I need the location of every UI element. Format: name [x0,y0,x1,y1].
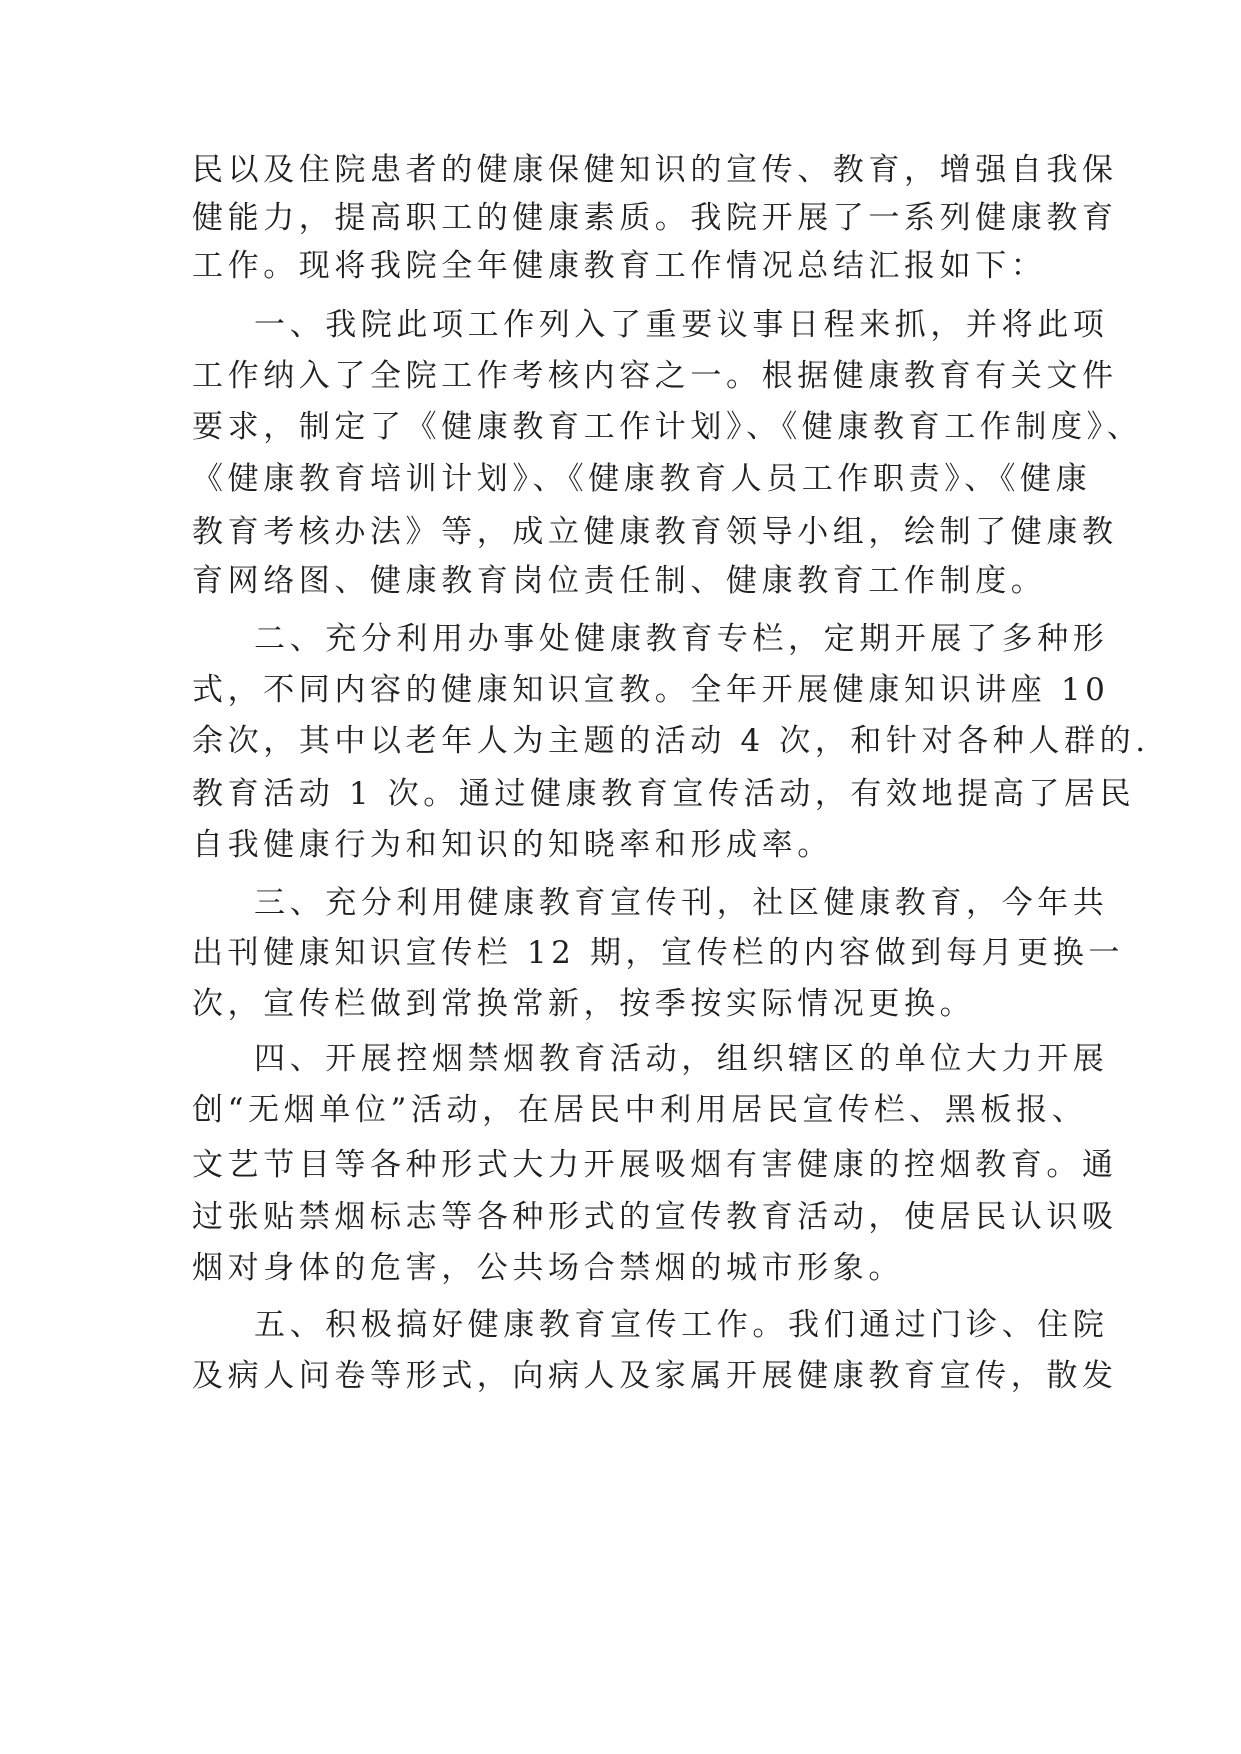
text-line: 育网络图、健康教育岗位责任制、健康教育工作制度。 [192,563,1047,599]
text-line: 及病人问卷等形式，向病人及家属开展健康教育宣传，散发 [192,1358,1118,1394]
paragraph-3-start: 三、充分利用健康教育宣传刊，社区健康教育，今年共 [254,885,1109,921]
text-line: 次，宣传栏做到常换常新，按季按实际情况更换。 [192,986,976,1022]
text-line: 烟对身体的危害，公共场合禁烟的城市形象。 [192,1250,904,1286]
text-line: 文艺节目等各种形式大力开展吸烟有害健康的控烟教育。通 [192,1147,1118,1183]
text-line: 《健康教育培训计划》、《健康教育人员工作职责》、《健康 [192,461,1092,497]
paragraph-2-start: 二、充分利用办事处健康教育专栏，定期开展了多种形 [254,621,1109,657]
paragraph-5-start: 五、积极搞好健康教育宣传工作。我们通过门诊、住院 [254,1307,1109,1343]
text-line: 健能力，提高职工的健康素质。我院开展了一系列健康教育 [192,200,1118,236]
text-line: 自我健康行为和知识的知晓率和形成率。 [192,827,833,863]
text-line: 式，不同内容的健康知识宣教。全年开展健康知识讲座 10 [192,672,1110,708]
text-line: 工作。现将我院全年健康教育工作情况总结汇报如下： [192,248,1047,284]
paragraph-4-start: 四、开展控烟禁烟教育活动，组织辖区的单位大力开展 [254,1041,1109,1077]
text-line: 要求，制定了《健康教育工作计划》、《健康教育工作制度》、 [192,409,1143,445]
text-line: 创“无烟单位”活动，在居民中利用居民宣传栏、黑板报、 [192,1092,1088,1128]
text-line: 出刊健康知识宣传栏 12 期，宣传栏的内容做到每月更换一 [192,935,1124,971]
text-line: 教育活动 1 次。通过健康教育宣传活动，有效地提高了居民 [192,776,1136,812]
text-line: 过张贴禁烟标志等各种形式的宣传教育活动，使居民认识吸 [192,1199,1118,1235]
text-line: 工作纳入了全院工作考核内容之一。根据健康教育有关文件 [192,358,1118,394]
text-line: 余次，其中以老年人为主题的活动 4 次，和针对各种人群的. [192,723,1150,759]
text-line: 民以及住院患者的健康保健知识的宣传、教育，增强自我保 [192,152,1118,188]
text-line: 教育考核办法》等，成立健康教育领导小组，绘制了健康教 [192,514,1118,550]
paragraph-1-start: 一、我院此项工作列入了重要议事日程来抓，并将此项 [254,307,1109,343]
